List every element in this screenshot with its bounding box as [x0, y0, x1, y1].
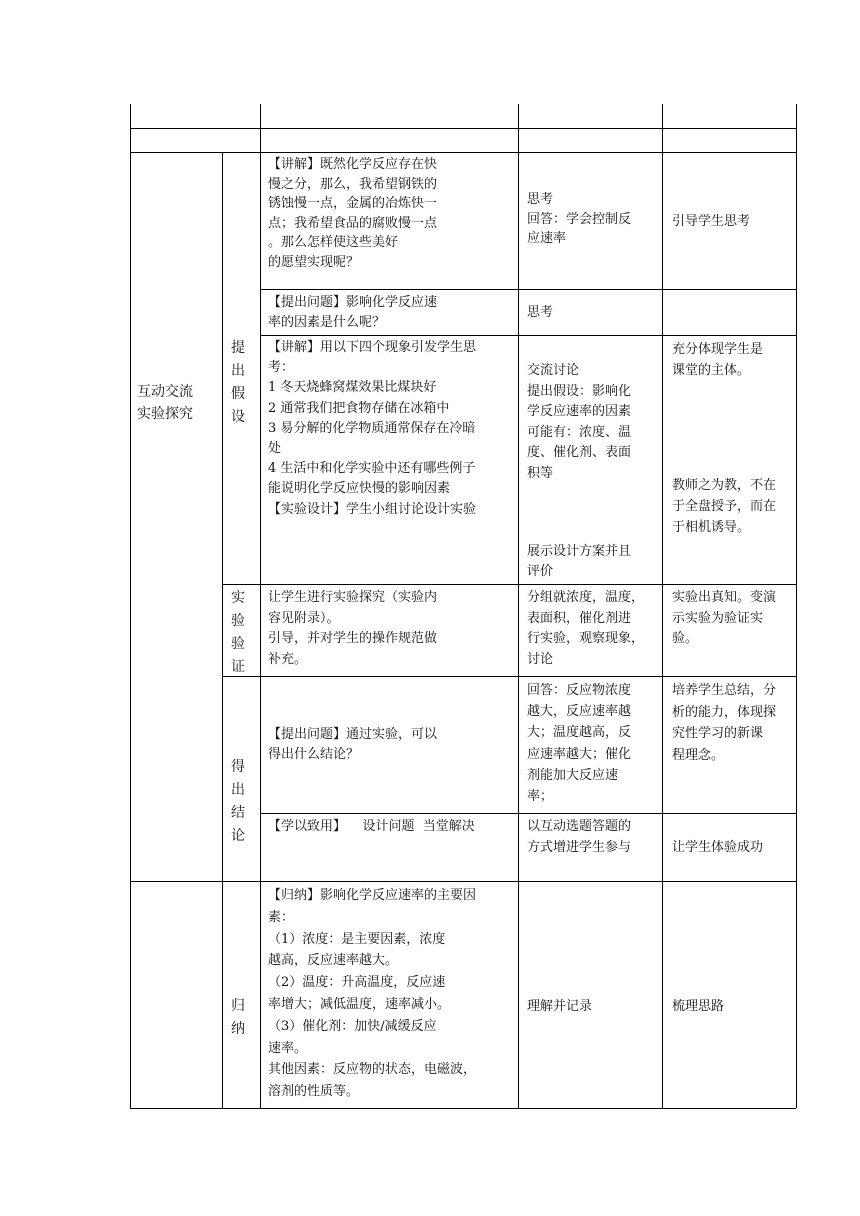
rule-section-start: [130, 152, 796, 153]
rule-row2-bottom: [260, 335, 796, 336]
row6-student: 以互动选题答题的 方式增进学生参与: [527, 819, 632, 855]
row4-student: 分组就浓度，温度， 表面积，催化剂进 行实验，观察现象， 讨论: [527, 590, 645, 667]
rule-verify-bottom: [222, 676, 796, 677]
rule-hypothesis-bottom: [222, 584, 796, 585]
rule-table-bottom: [130, 1108, 796, 1109]
row2-student: 思考: [527, 305, 554, 320]
row1-intent: 引导学生思考: [672, 214, 751, 229]
rule-student-left: [518, 104, 519, 1108]
row2-teacher: 【提出问题】影响化学反应速 率的因素是什么呢？: [268, 295, 438, 330]
row3-student-present: 展示设计方案并且 评价: [527, 544, 632, 579]
substage-conclude: 得 出 结 论: [231, 759, 245, 844]
row5-teacher: 【提出问题】通过实验，可以 得出什么结论？: [268, 727, 438, 762]
row3-student-discussion: 交流讨论 提出假设：影响化 学反应速率的因素 可能有：浓度、温 度、催化剂、表面 积等: [527, 363, 632, 481]
row5-student: 回答：反应物浓度 越大，反应速率越 大；温度越高，反 应速率越大；催化 剂能加大反应速 率；: [527, 683, 632, 805]
rule-top-gap: [130, 128, 796, 129]
substage-hypothesis: 提 出 假 设: [231, 340, 245, 425]
rule-left-edge: [130, 104, 131, 1108]
row4-teacher: 让学生进行实验探究（实验内 容见附录）。 引导，并对学生的操作规范做 补充。: [268, 590, 438, 667]
rule-conclude-inner: [260, 813, 796, 814]
row5-intent: 培养学生总结，分 析的能力，体现探 究性学习的新课 程理念。: [672, 683, 777, 763]
rule-stage-divider-summary: [222, 881, 223, 1108]
row4-intent: 实验出真知。变演 示实验为验证实 验。: [672, 590, 777, 646]
rule-right-edge: [796, 104, 797, 1108]
row1-student: 思考 回答：学会控制反 应速率: [527, 192, 632, 246]
rule-section-end: [130, 881, 796, 882]
substage-summary: 归 纳: [231, 998, 245, 1037]
rule-row1-bottom: [260, 289, 796, 290]
rule-stage-divider: [222, 152, 223, 881]
rule-teacher-left: [260, 104, 261, 1108]
rule-intent-left: [662, 104, 663, 1108]
stage-label: 互动交流 实验探究: [137, 384, 193, 422]
row7-student: 理解并记录: [527, 999, 593, 1014]
row6-teacher: 【学以致用】 设计问题 当堂解决: [268, 819, 475, 834]
row1-teacher: 【讲解】既然化学反应存在快 慢之分，那么，我希望钢铁的 锈蚀慢一点，金属的冶炼快一 点；我希望食品的腐败慢一点 。那么怎样使这些美好 的愿望实现呢？: [268, 157, 438, 270]
row3-intent-subject: 充分体现学生是 课堂的主体。: [672, 342, 764, 378]
row7-teacher: 【归纳】影响化学反应速率的主要因 素： （1）浓度：是主要因素，浓度 越高，反应速率越大。 （2）温度：升高温度，反应速 率增大；减低温度，速率减小。 （3）催化剂：加快/减缓反应 速率。 其他因素：反应物的状态，电磁波， 溶剂的性质等。: [268, 888, 477, 1100]
substage-verify: 实 验 验 证: [231, 590, 245, 675]
row7-intent: 梳理思路: [672, 999, 725, 1014]
row6-intent: 让学生体验成功: [672, 840, 764, 855]
row3-teacher: 【讲解】用以下四个现象引发学生思 考： 1 冬天烧蜂窝煤效果比煤块好 2 通常我们把食物存储在冰箱中 3 易分解的化学物质通常保存在冷暗 处 4 生活中和化学实验中还有哪些例子 能说明化学反应快慢的影响因素 【实验设计】学生小组讨论设计实验: [268, 340, 477, 517]
row3-intent-guidance: 教师之为教，不在 于全盘授予，而在 于相机诱导。: [672, 478, 777, 535]
